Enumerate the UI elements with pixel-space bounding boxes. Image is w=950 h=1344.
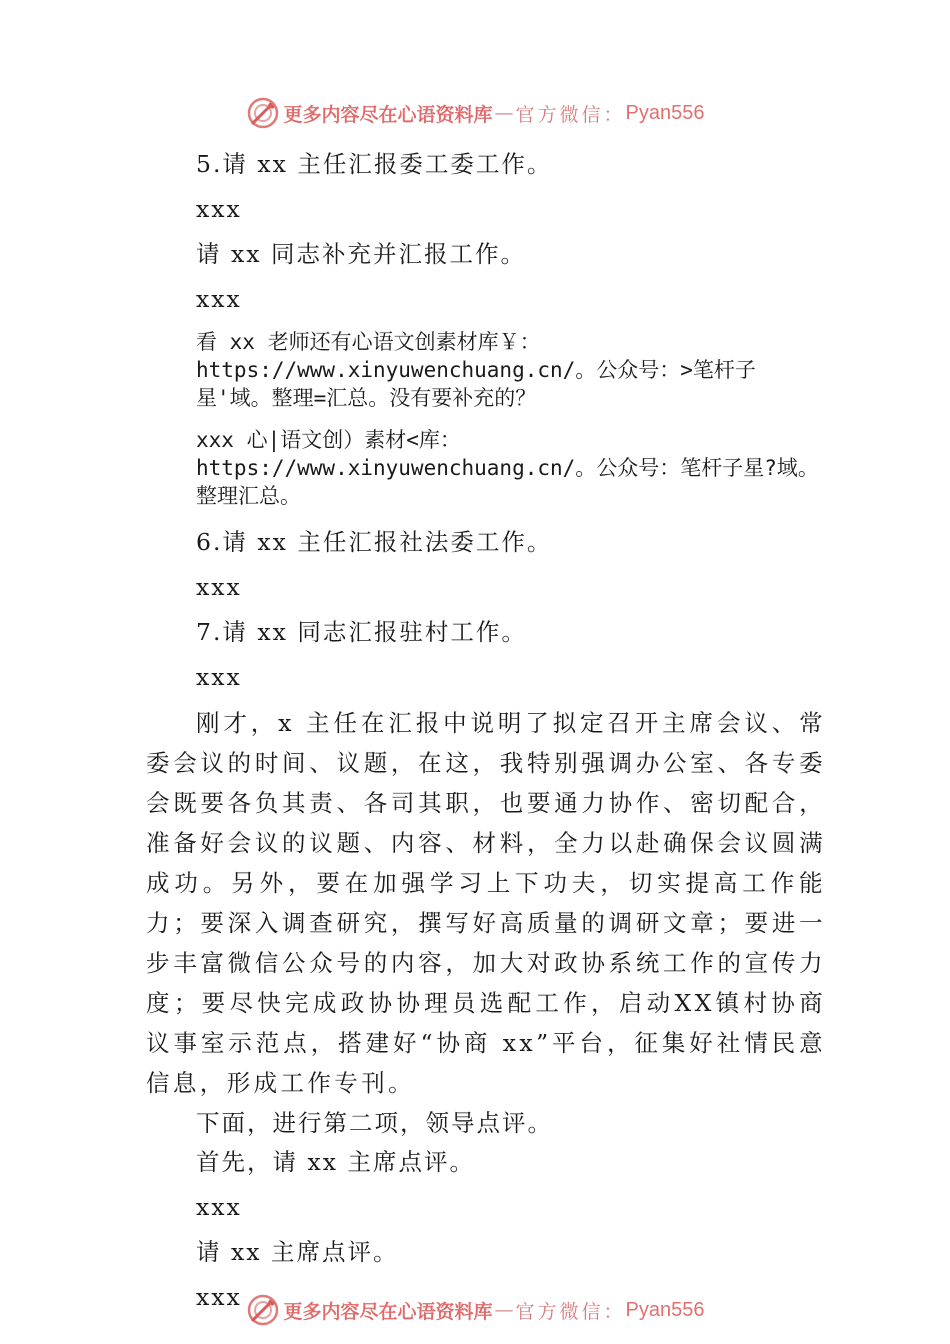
text-line: 6.请 xx 主任汇报社法委工作。 — [196, 528, 553, 556]
banner-separator: — — [494, 1299, 514, 1321]
text-line: 下面，进行第二项，领导点评。 — [196, 1109, 553, 1137]
header-banner — [0, 93, 950, 133]
text-line: 首先，请 xx 主席点评。 — [196, 1148, 475, 1176]
banner-label: 官方微信： — [515, 103, 626, 126]
text-line: 7.请 xx 同志汇报驻村工作。 — [196, 618, 527, 646]
text-line: xxx 心|语文创）素材<库：https://www.xinyuwenchuang.cn/。公众号：笔杆子星?域。整理汇总。 — [196, 428, 819, 508]
text-line: 请 xx 同志补充并汇报工作。 — [196, 240, 526, 268]
brand-logo-icon — [246, 1293, 280, 1327]
text-line: xxx — [196, 573, 242, 601]
banner-brand: 更多内容尽在心语资料库 — [283, 103, 493, 126]
text-line: 请 xx 主席点评。 — [196, 1238, 399, 1266]
footer-banner — [0, 1290, 950, 1330]
body-paragraph: 刚才，x 主任在汇报中说明了拟定召开主席会议、常委会议的时间、议题，在这，我特别强调办公室、各专委会既要各负其责、各司其职，也要通力协作、密切配合，准备好会议的议题、内容、材料，全力以赴确保会议圆满成功。另外，要在加强学习上下功夫，切实提高工作能力；要深入调查研究，撰写好高质量的调研文章；要进一步丰富微信公众号的内容，加大对政协系统工作的宣传力度；要尽快完成政协协理员选配工作，启动XX镇村协商议事室示范点，搭建好“协商 xx”平台，征集好社情民意信息，形成工作专刊。 — [146, 709, 826, 1097]
text-line: xxx — [196, 1283, 242, 1311]
text-line: xxx — [196, 663, 242, 691]
text-line: xxx — [196, 285, 242, 313]
text-line: xxx — [196, 1193, 242, 1221]
document-body — [146, 150, 826, 1311]
text-line: xxx — [196, 195, 242, 223]
text-line: 看 xx 老师还有心语文创素材库￥：https://www.xinyuwenchuang.cn/。公众号：>笔杆子星'域。整理=汇总。没有要补充的？ — [196, 330, 756, 410]
text-line: 5.请 xx 主任汇报委工委工作。 — [196, 150, 553, 178]
banner-brand: 更多内容尽在心语资料库 — [283, 1300, 493, 1323]
banner-account: Pyan556 — [625, 101, 705, 124]
banner-label: 官方微信： — [515, 1300, 626, 1323]
brand-logo-icon — [246, 96, 280, 130]
banner-account: Pyan556 — [625, 1298, 705, 1321]
banner-separator: — — [494, 102, 514, 124]
